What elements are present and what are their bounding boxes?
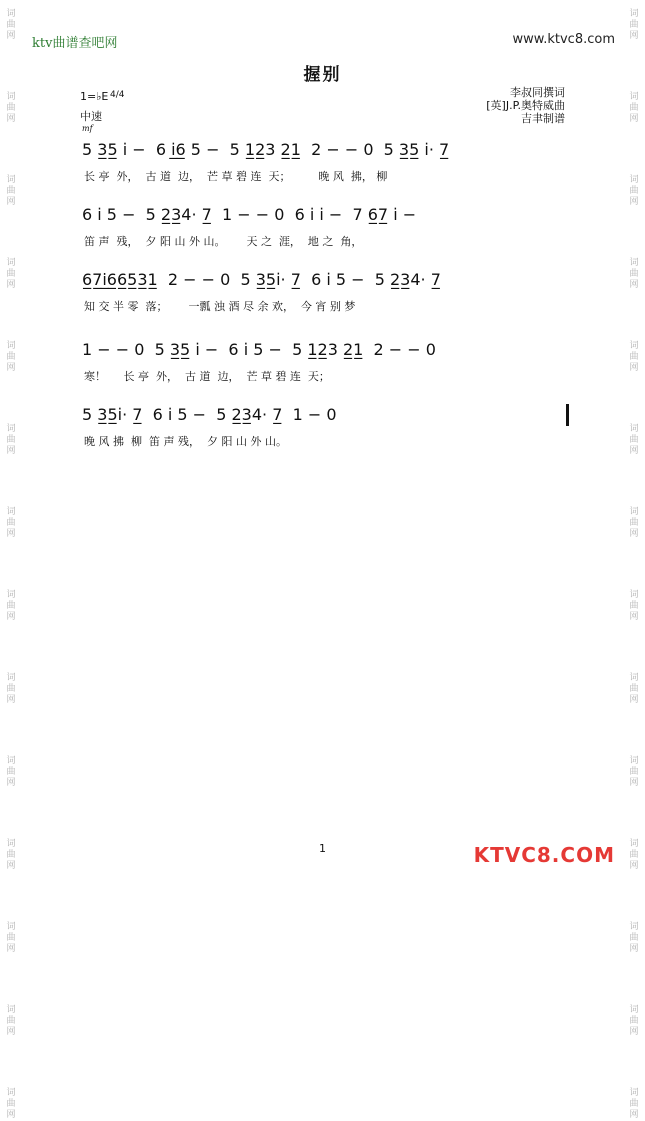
score-row-lyrics: 长 亭 外， 古 道 边， 芒 草 碧 连 天； 晚 风 拂， 柳	[84, 170, 388, 183]
watermark-block	[2, 507, 20, 540]
watermark-char: 网	[629, 944, 639, 954]
watermark-block	[2, 1005, 20, 1038]
watermark-char: 网	[6, 363, 16, 373]
watermark-char: 曲	[6, 435, 16, 445]
watermark-char: 曲	[629, 767, 639, 777]
watermark-char: 词	[629, 839, 639, 849]
watermark-block	[625, 922, 643, 955]
watermark-char: 词	[629, 590, 639, 600]
watermark-char: 词	[629, 258, 639, 268]
watermark-block	[2, 590, 20, 623]
watermark-char: 词	[6, 922, 16, 932]
page-number: 1	[319, 842, 326, 855]
watermark-char: 网	[629, 612, 639, 622]
watermark-char: 网	[6, 778, 16, 788]
watermark-char: 网	[6, 944, 16, 954]
watermark-char: 曲	[6, 1016, 16, 1026]
watermark-block	[2, 673, 20, 706]
watermark-block	[625, 590, 643, 623]
watermark-char: 曲	[6, 933, 16, 943]
watermark-char: 曲	[6, 186, 16, 196]
watermark-block	[625, 507, 643, 540]
final-barline	[566, 404, 569, 426]
watermark-char: 词	[629, 756, 639, 766]
score-row-notes: 6̲7̲i̲6̲6̲5̲3̲1̲ 2 − − 0 5 3̲5̲i̇· 7̲ 6 i̇ 5 − 5 2̲3̲4· 7̲	[82, 270, 441, 289]
composer-credit: [英]J.P.奥特威曲	[486, 99, 565, 112]
song-title: 握别	[303, 65, 342, 85]
watermark-char: 网	[629, 446, 639, 456]
watermark-char: 网	[6, 695, 16, 705]
watermark-char: 词	[6, 673, 16, 683]
watermark-char: 曲	[6, 684, 16, 694]
watermark-block	[2, 258, 20, 291]
watermark-char: 网	[629, 778, 639, 788]
score-row-lyrics: 晚 风 拂 柳 笛 声 残， 夕 阳 山 外 山。	[84, 435, 287, 448]
watermark-block	[2, 922, 20, 955]
watermark-char: 词	[6, 1088, 16, 1098]
watermark-char: 网	[629, 114, 639, 124]
watermark-block	[625, 756, 643, 789]
watermark-char: 曲	[629, 1016, 639, 1026]
watermark-char: 曲	[629, 103, 639, 113]
watermark-char: 网	[629, 363, 639, 373]
watermark-char: 词	[6, 258, 16, 268]
watermark-char: 词	[6, 341, 16, 351]
watermark-char: 网	[629, 695, 639, 705]
watermark-char: 网	[629, 1110, 639, 1120]
tempo-marking: 中速	[80, 110, 102, 123]
watermark-char: 曲	[6, 20, 16, 30]
watermark-char: 网	[629, 197, 639, 207]
watermark-char: 网	[6, 861, 16, 871]
score-row-lyrics: 笛 声 残， 夕 阳 山 外 山。 天 之 涯， 地 之 角，	[84, 235, 363, 248]
watermark-char: 曲	[629, 435, 639, 445]
watermark-char: 网	[6, 197, 16, 207]
watermark-char: 词	[629, 1005, 639, 1015]
watermark-char: 曲	[6, 352, 16, 362]
watermark-char: 词	[629, 424, 639, 434]
watermark-char: 曲	[6, 767, 16, 777]
watermark-char: 网	[6, 114, 16, 124]
watermark-char: 曲	[629, 518, 639, 528]
watermark-block	[625, 175, 643, 208]
watermark-block	[2, 175, 20, 208]
watermark-char: 曲	[6, 518, 16, 528]
watermark-char: 网	[6, 31, 16, 41]
watermark-block	[2, 756, 20, 789]
watermark-char: 曲	[6, 103, 16, 113]
watermark-char: 词	[629, 175, 639, 185]
watermark-char: 曲	[629, 20, 639, 30]
watermark-block	[625, 1088, 643, 1121]
watermark-block	[2, 424, 20, 457]
score-row-notes: 5 3̲5̲i̇· 7̲ 6 i̇ 5 − 5 2̲3̲4· 7̲ 1 − 0	[82, 405, 337, 424]
watermark-block	[2, 341, 20, 374]
watermark-char: 曲	[6, 601, 16, 611]
watermark-char: 词	[6, 424, 16, 434]
watermark-block	[625, 1005, 643, 1038]
key-signature: 1=♭E	[80, 90, 109, 103]
lyricist-credit: 李叔同撰词	[510, 86, 565, 99]
watermark-char: 曲	[6, 1099, 16, 1109]
site-name-left[interactable]: ktv曲谱查吧网	[32, 36, 118, 51]
watermark-char: 网	[6, 612, 16, 622]
dynamic-marking: mf	[82, 124, 93, 133]
watermark-char: 网	[6, 1027, 16, 1037]
watermark-block	[625, 258, 643, 291]
score-row-notes: 6 i̇ 5 − 5 2̲3̲4· 7̲ 1 − − 0 6 i̇ i̇ − 7 6̲7̲ i̇ −	[82, 205, 417, 224]
watermark-block	[2, 1088, 20, 1121]
watermark-char: 词	[629, 9, 639, 19]
watermark-char: 词	[629, 341, 639, 351]
time-signature: 4/4	[110, 90, 125, 100]
site-url-right[interactable]: www.ktvc8.com	[512, 32, 615, 47]
watermark-char: 曲	[629, 352, 639, 362]
watermark-block	[2, 92, 20, 125]
watermark-char: 词	[629, 507, 639, 517]
watermark-char: 网	[629, 31, 639, 41]
watermark-char: 曲	[629, 684, 639, 694]
watermark-char: 词	[629, 1088, 639, 1098]
watermark-char: 词	[629, 92, 639, 102]
watermark-char: 曲	[629, 1099, 639, 1109]
watermark-char: 网	[629, 280, 639, 290]
watermark-char: 曲	[629, 933, 639, 943]
watermark-char: 词	[6, 590, 16, 600]
watermark-char: 词	[6, 9, 16, 19]
score-row-lyrics: 知 交 半 零 落； 一瓢 浊 酒 尽 余 欢， 今 宵 别 梦	[84, 300, 356, 313]
watermark-char: 词	[6, 756, 16, 766]
watermark-char: 词	[6, 1005, 16, 1015]
watermark-char: 曲	[629, 186, 639, 196]
watermark-char: 网	[6, 529, 16, 539]
watermark-char: 曲	[6, 850, 16, 860]
watermark-char: 曲	[629, 269, 639, 279]
watermark-char: 网	[6, 446, 16, 456]
score-row-lyrics: 寒！ 长 亭 外， 古 道 边， 芒 草 碧 连 天；	[84, 370, 330, 383]
watermark-char: 网	[6, 280, 16, 290]
watermark-char: 网	[629, 1027, 639, 1037]
watermark-block	[625, 673, 643, 706]
watermark-char: 网	[629, 529, 639, 539]
watermark-char: 词	[6, 175, 16, 185]
watermark-block	[625, 92, 643, 125]
watermark-char: 曲	[629, 850, 639, 860]
arranger-credit: 吉聿制谱	[521, 112, 565, 125]
watermark-char: 词	[6, 839, 16, 849]
watermark-block	[625, 341, 643, 374]
watermark-block	[2, 9, 20, 42]
watermark-char: 词	[629, 673, 639, 683]
credits	[486, 86, 565, 125]
watermark-char: 词	[629, 922, 639, 932]
watermark-char: 曲	[629, 601, 639, 611]
watermark-char: 网	[629, 861, 639, 871]
watermark-block	[625, 9, 643, 42]
watermark-left	[2, 0, 20, 1120]
watermark-char: 曲	[6, 269, 16, 279]
footer-logo[interactable]: KTVC8.COM	[473, 843, 615, 867]
watermark-char: 词	[6, 92, 16, 102]
watermark-char: 网	[6, 1110, 16, 1120]
score-row-notes: 5 3̲5̲ i̇ − 6 i̲̇6̲ 5 − 5 1̲2̲3 2̲1̲ 2 − − 0 5 3̲5̲ i̇· 7̲	[82, 140, 450, 159]
score-row-notes: 1 − − 0 5 3̲5̲ i̇ − 6 i̇ 5 − 5 1̲2̲3 2̲1̲ 2 − − 0	[82, 340, 436, 359]
watermark-block	[625, 424, 643, 457]
watermark-char: 词	[6, 507, 16, 517]
watermark-right	[625, 0, 643, 1120]
